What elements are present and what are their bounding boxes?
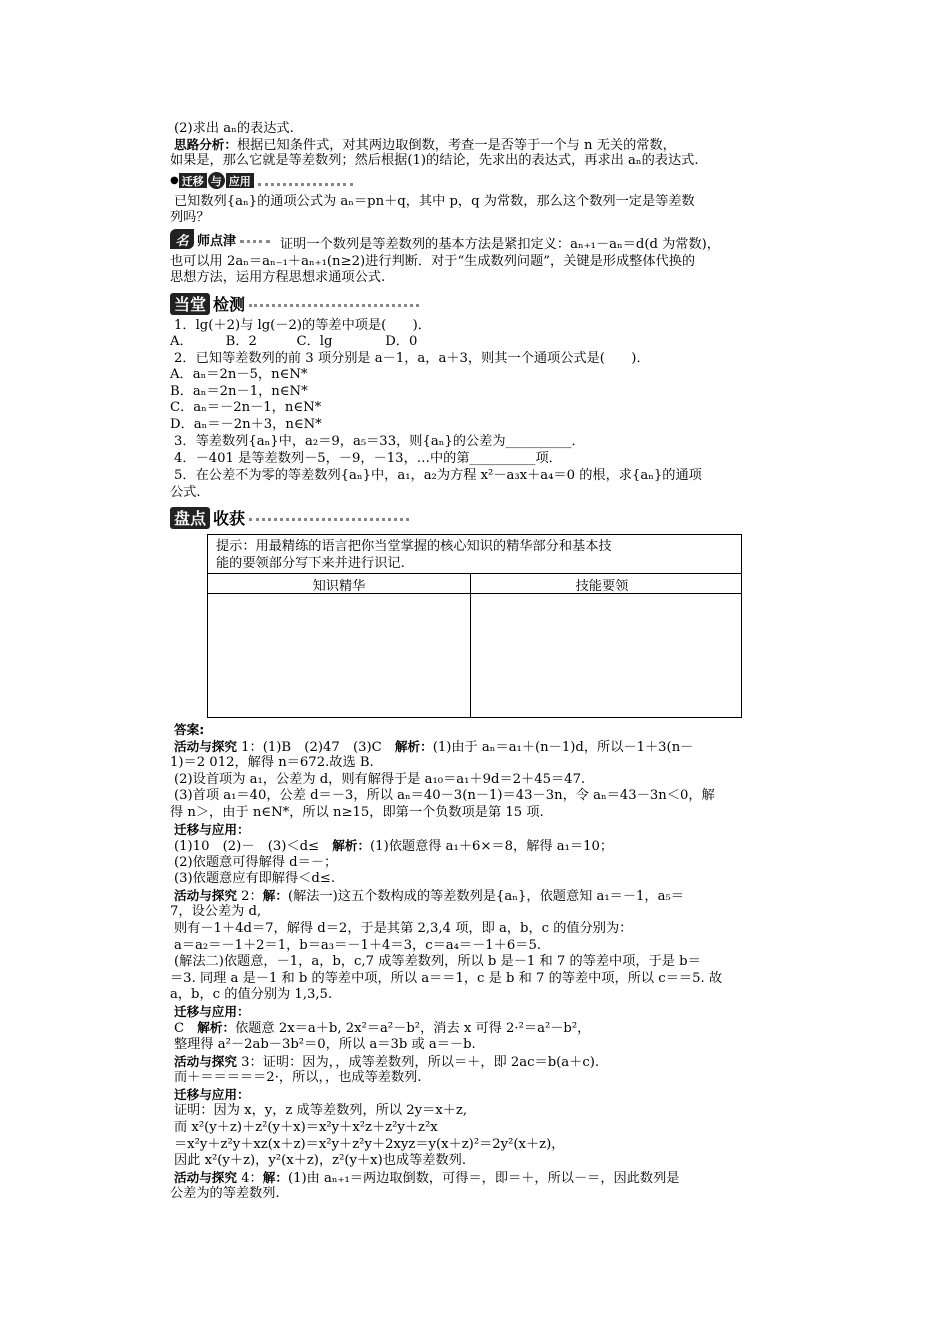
check-q2: 2．已知等差数列的前 3 项分别是 a－1，a，a＋3，则其一个通项公式是( )． [174,351,650,366]
dotted-rule [258,183,353,186]
answer-text: (2)设首项为 a₁，公差为 d，则有解得于是 a₁₀＝a₁＋9d＝2＋45＝47. [174,772,586,787]
teacher-tag: 名 [170,229,194,249]
answer-text: a＝a₂＝－1＋2＝1，b＝a₃＝－1＋4＝3，c＝a₄＝－1＋6＝5. [174,938,542,953]
answer-text: 公差为的等差数列. [170,1186,280,1201]
answer-line [174,1054,599,1071]
harvest-title-text: 收获 [213,509,246,528]
answer-label: 活动与探究 [174,1054,237,1069]
answer-text: ＝3. 同理 a 是－1 和 b 的等差中项，所以 a＝＝1，c 是 b 和 7 的等差中项，所以 c＝＝5. 故 [170,971,723,986]
check-q2-b: B．aₙ＝2n－1，n∈N* [170,384,308,399]
answer-label: 迁移与应用： [174,1004,250,1019]
thinking-analysis-text: 根据已知条件式，对其两边取倒数，考查一是否等于一个与 n 无关的常数， [236,138,676,153]
answer-line [174,1037,476,1053]
harvest-hint-l1: 提示：用最精练的语言把你当堂掌握的核心知识的精华部分和基本技 [216,539,612,554]
answer-line [174,888,684,905]
answer-text: 而＋＝＝＝＝＝2·，所以，，也成等差数列. [174,1070,422,1085]
answer-line [170,1186,280,1202]
answer-text: (1)由 aₙ₊₁＝两边取倒数，可得＝，即＝＋，所以－＝，因此数列是 [287,1171,680,1186]
harvest-hint-l2: 能的要领部分写下来并进行识记. [216,556,405,571]
harvest-table [207,534,742,718]
answer-text: 则有－1＋4d＝7，解得 d＝2，于是其第 2,3,4 项，即 a，b，c 的值分别为： [174,921,633,936]
thinking-analysis-label: 思路分析： [174,137,237,152]
answer-label: 解： [262,888,288,903]
answer-line [174,1020,590,1037]
teacher-tips-l1: 证明一个数列是等差数列的基本方法是紧扣定义：aₙ₊₁－aₙ＝d(d 为常数)， [280,237,720,252]
answer-text: 而 x²(y＋z)＋z²(y＋x)＝x²y＋x²z＋z²y＋z²x [174,1120,438,1135]
migrate-tag-circle: 与 [208,172,225,189]
answer-line [174,871,335,887]
answer-line [174,772,585,788]
answer-label: 解析： [332,838,371,853]
check-q1: 1．lg(＋2)与 lg(－2)的等差中项是( )． [174,318,431,333]
check-title-text: 检测 [213,295,246,314]
answers-title: 答案: [174,722,205,737]
answer-line [174,1103,467,1119]
answer-line [174,1137,564,1153]
answer-text: 4： [236,1171,263,1186]
check-q5-cont: 公式. [170,485,201,500]
answer-label: 解： [262,1170,288,1185]
answer-line [174,838,613,855]
answer-line [174,822,250,839]
answer-text: 1)＝2 012，解得 n＝672.故选 B. [170,755,374,770]
answer-text: 得 n＞，由于 n∈N*，所以 n≥15，即第一个负数项是第 15 项. [170,805,544,820]
answer-text: ＝x²y＋z²y＋xz(x＋z)＝x²y＋z²y＋2xyz＝y(x＋z)²＝2y²(x＋z)， [174,1137,565,1152]
answer-line [174,1153,466,1169]
answer-line [174,1004,250,1021]
answer-line [170,805,544,821]
answer-text: (解法一)这五个数构成的等差数列是{aₙ}，依题意知 a₁＝－1，a₅＝ [287,889,684,904]
answer-line [174,1087,250,1104]
question-part-2: (2)求出 aₙ的表达式. [174,121,294,136]
harvest-title-tag: 盘点 [170,507,210,529]
answer-text: (3)依题意应有即解得＜d≤. [174,871,336,886]
answer-text: a，b，c 的值分别为 1,3,5. [170,987,333,1002]
check-q2-d: D．aₙ＝－2n＋3，n∈N* [170,417,322,432]
check-q5: 5．在公差不为零的等差数列{aₙ}中，a₁，a₂为方程 x²－a₃x＋a₄＝0 的根，求{aₙ}的通项 [174,468,702,483]
answer-line [170,755,374,771]
dotted-rule [249,518,409,521]
migrate-apply-banner [170,172,353,189]
bullet-icon: ● [170,175,179,186]
answer-text: (1)由于 aₙ＝a₁＋(n－1)d，所以－1＋3(n－ [432,740,694,755]
answer-label: 迁移与应用： [174,1087,250,1102]
table-divider [208,573,741,574]
answer-text: 3：证明：因为，，成等差数列，所以＝＋，即 2ac＝b(a＋c). [236,1055,600,1070]
answer-line [174,921,632,937]
migrate-tag: 迁移 [179,173,207,188]
col-skills-header: 技能要领 [575,579,629,594]
check-q1-options: A． B．2 C．lg D．0 [170,334,418,349]
answer-text: (1)10 (2)－ (3)＜d≤ [174,839,333,854]
in-class-check-banner [170,292,419,315]
teacher-tips-l2: 也可以用 2aₙ＝aₙ₋₁＋aₙ₊₁(n≥2)进行判断．对于“生成数列问题”，关键是形成整体代换的 [170,254,696,269]
answer-text: (2)依题意可得解得 d＝－； [174,855,338,870]
answer-label: 解析： [394,739,433,754]
col-knowledge-header: 知识精华 [312,579,366,594]
answer-line [170,971,722,987]
answer-text: 整理得 a²－2ab－3b²＝0，所以 a＝3b 或 a＝－b. [174,1037,476,1052]
answer-line [170,904,261,920]
answer-label: 解析： [197,1020,236,1035]
answer-label: 活动与探究 [174,739,237,754]
answer-text: (3)首项 a₁＝40，公差 d＝－3，所以 aₙ＝40－3(n－1)＝43－3n，令 aₙ＝43－3n＜0，解 [174,788,715,803]
answer-text: (1)依题意得 a₁＋6×＝8，解得 a₁＝10； [370,839,614,854]
answer-text: C [174,1021,198,1036]
thinking-analysis [174,137,676,154]
check-title-tag: 当堂 [170,293,210,315]
harvest-hint [216,538,612,572]
migrate-question-cont: 列吗？ [170,210,210,225]
answer-label: 迁移与应用： [174,822,250,837]
dotted-rule [249,304,419,307]
teacher-tag-text: 师点津 [197,233,237,249]
answer-text: 1：(1)B (2)47 (3)C [236,740,395,755]
check-q2-a: A．aₙ＝2n－5，n∈N* [170,367,308,382]
thinking-analysis-cont: 如果是，那么它就是等差数列；然后根据(1)的结论，先求出的表达式，再求出 aₙ的表达式. [170,153,699,168]
teacher-tips-banner [170,229,270,249]
answer-line [174,739,693,756]
migrate-question: 已知数列{aₙ}的通项公式为 aₙ＝pn＋q，其中 p，q 为常数，那么这个数列一定是等差数 [174,194,695,209]
answer-text: 证明：因为 x，y，z 成等差数列，所以 2y＝x＋z, [174,1103,468,1118]
answer-label: 活动与探究 [174,1170,237,1185]
harvest-banner [170,506,409,529]
table-column-divider [470,573,471,717]
migrate-tag-end: 应用 [226,173,254,188]
answer-label: 活动与探究 [174,888,237,903]
answer-line [170,987,332,1003]
answer-text: 因此 x²(y＋z)，y²(x＋z)，z²(y＋x)也成等差数列. [174,1153,467,1168]
answer-line [174,855,337,871]
answer-text: (解法二)依题意，－1，a，b，c,7 成等差数列，所以 b 是－1 和 7 的等差中项，于是 b＝ [174,954,701,969]
answer-line [174,1170,680,1187]
dotted-rule [240,240,270,243]
check-q4: 4．－401 是等差数列－5，－9，－13，…中的第__________项． [174,451,562,466]
answer-text: 2： [236,889,263,904]
answer-line [174,938,541,954]
check-q3: 3．等差数列{aₙ}中，a₂＝9，a₅＝33，则{aₙ}的公差为__________． [174,434,585,449]
answer-text: 7，设公差为 d, [170,904,262,919]
check-q2-c: C．aₙ＝－2n－1，n∈N* [170,400,322,415]
answer-text: 依题意 2x＝a＋b, 2x²＝a²－b²，消去 x 可得 2·²＝a²－b²， [235,1021,591,1036]
answer-line [174,1120,438,1136]
answer-line [174,954,701,970]
teacher-tips-l3: 思想方法，运用方程思想求通项公式. [170,270,386,285]
answer-line [174,788,715,804]
answer-line [174,1070,422,1086]
